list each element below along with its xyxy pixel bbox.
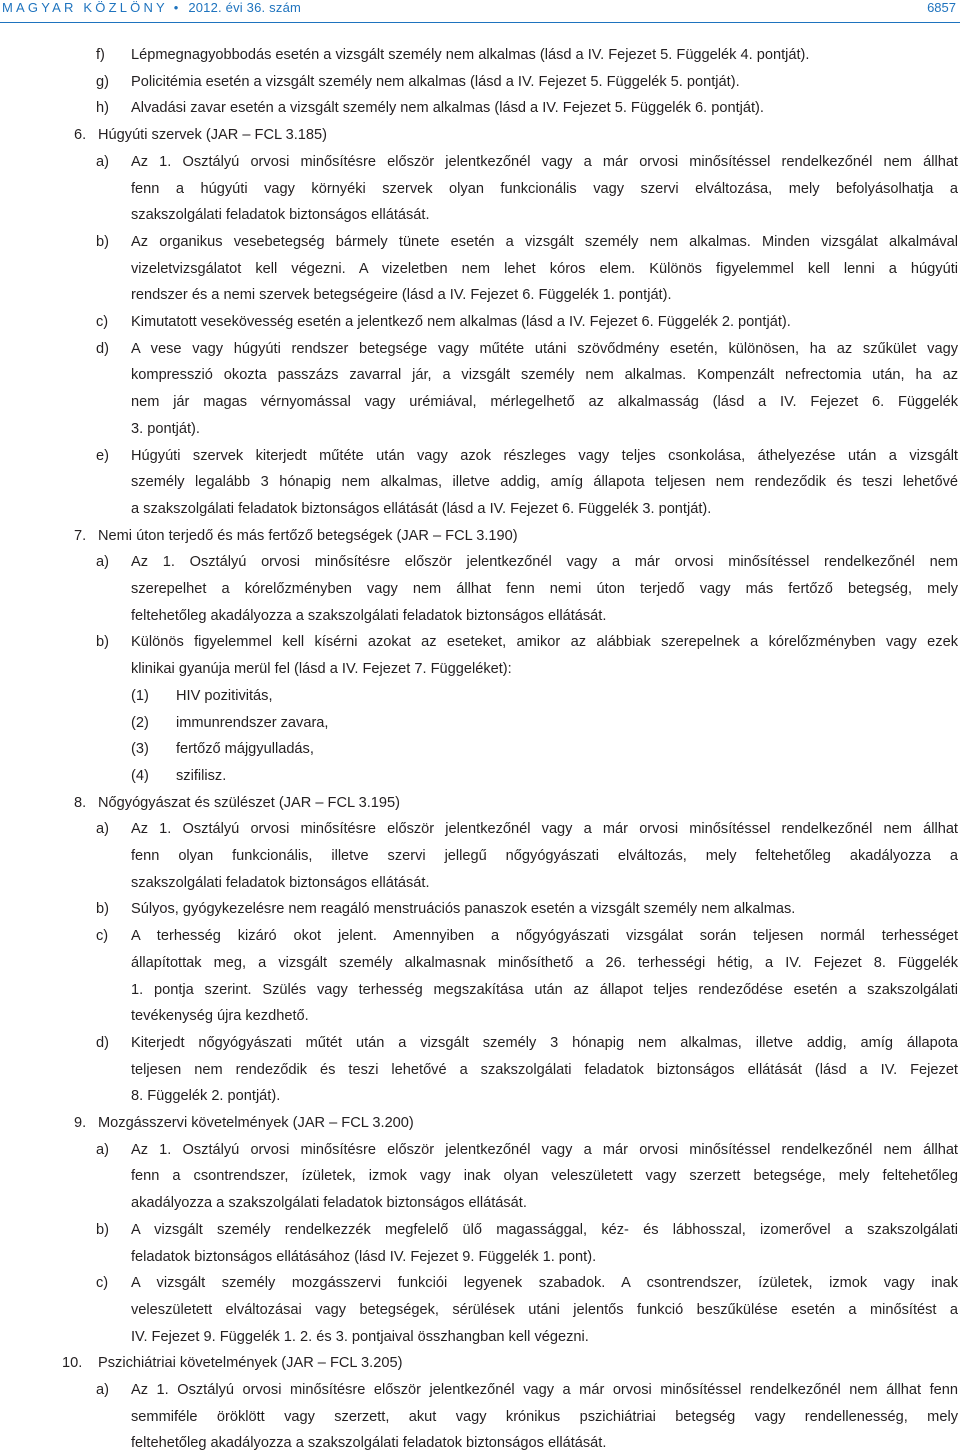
text-line: akadályozza a szakszolgálati feladatok biztonságos ellátását. bbox=[131, 1195, 527, 1211]
text-line: szakszolgálati feladatok biztonságos ellátását. bbox=[131, 207, 430, 223]
item-label: b) bbox=[96, 634, 109, 650]
text-line: a szakszolgálati feladatok biztonságos ellátását (lásd a IV. Fejezet 6. Függelék 3. pontját). bbox=[131, 501, 712, 517]
text-line: A vizsgált személy rendelkezzék megfelelő ülő magassággal, kéz- és lábhosszal, izomerővel a szakszolgálati bbox=[131, 1222, 958, 1238]
text-line: A terhesség kizáró okot jelent. Amennyiben a nőgyógyászati vizsgálat során teljesen normál terhességet bbox=[131, 928, 958, 944]
section-heading: Pszichiátriai követelmények (JAR – FCL 3.205) bbox=[98, 1355, 403, 1371]
section-heading: Nőgyógyászat és szülészet (JAR – FCL 3.195) bbox=[98, 795, 401, 811]
section-heading: Húgyúti szervek (JAR – FCL 3.185) bbox=[98, 127, 327, 143]
header-bullet: • bbox=[173, 0, 179, 15]
text-line: szakszolgálati feladatok biztonságos ellátását. bbox=[131, 875, 430, 891]
text-line: feltehetőleg akadályozza a szakszolgálati feladatok biztonságos ellátását. bbox=[131, 608, 607, 624]
item-label: a) bbox=[96, 821, 109, 837]
item-label: b) bbox=[96, 234, 109, 250]
item-label: (1) bbox=[131, 688, 149, 704]
item-label: c) bbox=[96, 314, 109, 330]
text-line: fenn olyan funkcionális, illetve szervi jellegű nőgyógyászati elváltozás, mely feltehetőleg akadályozza a bbox=[131, 848, 958, 864]
text-line: A vizsgált személy mozgásszervi funkciói legyenek szabadok. A csontrendszer, ízületek, izmok vagy inak bbox=[131, 1275, 958, 1291]
text-line: veleszületett elváltozásai vagy betegségek, sérülések utáni jelentős funkció beszűkülése esetén a minősítést a bbox=[131, 1302, 958, 1318]
text-line: szerepelhet a kórelőzményben vagy nem állhat fenn nemi úton terjedő vagy más fertőző betegség, mely bbox=[131, 581, 958, 597]
item-label: a) bbox=[96, 1142, 109, 1158]
issue-label: 2012. évi 36. szám bbox=[188, 0, 302, 15]
item-label: 8. bbox=[74, 795, 87, 811]
item-label: h) bbox=[96, 100, 109, 116]
text-line: semmiféle öröklött vagy szerzett, akut vagy krónikus pszichiátriai betegség vagy rendellenesség, mely bbox=[131, 1409, 958, 1425]
item-label: d) bbox=[96, 1035, 109, 1051]
text-line: Súlyos, gyógykezelésre nem reagáló menstruációs panaszok esetén a vizsgált személy nem alkalmas. bbox=[131, 901, 796, 917]
header-left bbox=[2, 0, 301, 15]
text-line: Alvadási zavar esetén a vizsgált személy nem alkalmas (lásd a IV. Fejezet 5. Függelék 6. pontját). bbox=[131, 100, 764, 116]
text-line: HIV pozitivitás, bbox=[176, 688, 273, 704]
item-label: a) bbox=[96, 554, 109, 570]
text-line: állapítottak meg, a vizsgált személy alkalmasnak minősíthető a 26. terhességi hétig, a IV. Fejezet 8. Függelék bbox=[131, 955, 958, 971]
header-rule bbox=[0, 22, 960, 23]
text-line: A vese vagy húgyúti rendszer betegsége vagy műtéte utáni szövődmény esetén, különösen, ha az szűkület vagy bbox=[131, 341, 958, 357]
item-label: (2) bbox=[131, 715, 149, 731]
text-line: Az 1. Osztályú orvosi minősítésre először jelentkezőnél vagy a már orvosi minősítéssel rendelkezőnél nem állhat bbox=[131, 1142, 958, 1158]
item-label: 10. bbox=[62, 1355, 83, 1371]
item-label: a) bbox=[96, 1382, 109, 1398]
item-label: c) bbox=[96, 928, 109, 944]
section-heading: Nemi úton terjedő és más fertőző betegségek (JAR – FCL 3.190) bbox=[98, 528, 518, 544]
text-line: feladatok biztonságos ellátásához (lásd IV. Fejezet 9. Függelék 1. pont). bbox=[131, 1249, 597, 1265]
text-line: fertőző májgyulladás, bbox=[176, 741, 314, 757]
text-line: 1. pontja szerint. Szülés vagy terhesség megszakítása után az állapot teljes rendeződése esetén a szakszolgálati bbox=[131, 982, 958, 998]
text-line: Az 1. Osztályú orvosi minősítésre először jelentkezőnél vagy a már orvosi minősítéssel rendelkezőnél nem állhat bbox=[131, 154, 958, 170]
text-line: Az organikus vesebetegség bármely tünete esetén a vizsgált személy nem alkalmas. Minden vizsgálat alkalmával bbox=[131, 234, 958, 250]
text-line: Lépmegnagyobbodás esetén a vizsgált személy nem alkalmas (lásd a IV. Fejezet 5. Függelék 4. pontját). bbox=[131, 47, 810, 63]
text-line: rendszer és a nemi szervek betegségeire (lásd a IV. Fejezet 6. Függelék 1. pontját). bbox=[131, 287, 672, 303]
text-line: Különös figyelemmel kell kísérni azokat az eseteket, amikor az alábbiak szerepelnek a kórelőzményben vagy ezek bbox=[131, 634, 958, 650]
item-label: e) bbox=[96, 448, 109, 464]
text-line: vizeletvizsgálatot kell végezni. A vizeletben nem lehet kóros elem. Különös figyelemmel kell lenni a húgyúti bbox=[131, 261, 958, 277]
item-label: c) bbox=[96, 1275, 109, 1291]
text-line: tevékenység újra kezdhető. bbox=[131, 1008, 309, 1024]
item-label: (4) bbox=[131, 768, 149, 784]
text-line: Policitémia esetén a vizsgált személy nem alkalmas (lásd a IV. Fejezet 5. Függelék 5. pontját). bbox=[131, 74, 740, 90]
item-label: a) bbox=[96, 154, 109, 170]
page-number: 6857 bbox=[927, 0, 956, 15]
text-line: 3. pontját). bbox=[131, 421, 200, 437]
text-line: fenn a csontrendszer, ízületek, izmok vagy inak olyan veleszületett vagy szerzett betegsége, mely feltehetőleg bbox=[131, 1168, 958, 1184]
item-label: 9. bbox=[74, 1115, 87, 1131]
text-line: Húgyúti szervek kiterjedt műtéte után vagy azok részleges vagy teljes csonkolása, áthelyezése után a vizsgált bbox=[131, 448, 958, 464]
text-line: Az 1. Osztályú orvosi minősítésre először jelentkezőnél vagy a már orvosi minősítéssel rendelkezőnél nem állhat bbox=[131, 821, 958, 837]
text-line: Az 1. Osztályú orvosi minősítésre először jelentkezőnél vagy a már orvosi minősítéssel rendelkezőnél nem állhat fenn bbox=[131, 1382, 958, 1398]
text-line: Kiterjedt nőgyógyászati műtét után a vizsgált személy 3 hónapig nem alkalmas, illetve addig, amíg állapota bbox=[131, 1035, 958, 1051]
text-line: immunrendszer zavara, bbox=[176, 715, 329, 731]
text-line: nem jár magas vérnyomással vagy urémiával, mérlegelhető az alkalmasság (lásd a IV. Fejezet 6. Függelék bbox=[131, 394, 958, 410]
item-label: 7. bbox=[74, 528, 87, 544]
text-line: 8. Függelék 2. pontját). bbox=[131, 1088, 281, 1104]
item-label: f) bbox=[96, 47, 105, 63]
text-line: teljesen nem rendeződik és teszi lehetővé a szakszolgálati feladatok biztonságos ellátását (lásd a IV. Fejezet bbox=[131, 1062, 958, 1078]
item-label: d) bbox=[96, 341, 109, 357]
page-header bbox=[0, 0, 960, 22]
item-label: 6. bbox=[74, 127, 87, 143]
item-label: b) bbox=[96, 901, 109, 917]
text-line: kompresszió okozta passzázs zavarral jár, a vizsgált személy nem alkalmas. Kompenzált nefrectomia után, ha az bbox=[131, 367, 958, 383]
text-line: szifilisz. bbox=[176, 768, 227, 784]
text-line: Kimutatott vesekövesség esetén a jelentkező nem alkalmas (lásd a IV. Fejezet 6. Függelék 2. pontját). bbox=[131, 314, 791, 330]
publication-title: MAGYAR KÖZLÖNY bbox=[2, 0, 168, 15]
item-label: (3) bbox=[131, 741, 149, 757]
section-heading: Mozgásszervi követelmények (JAR – FCL 3.200) bbox=[98, 1115, 414, 1131]
text-line: klinikai gyanúja merül fel (lásd a IV. Fejezet 7. Függeléket): bbox=[131, 661, 512, 677]
text-line: fenn a húgyúti vagy környéki szervek olyan funkcionális vagy szervi elváltozása, mely befolyásolhatja a bbox=[131, 181, 958, 197]
text-line: feltehetőleg akadályozza a szakszolgálati feladatok biztonságos ellátását. bbox=[131, 1435, 607, 1451]
item-label: b) bbox=[96, 1222, 109, 1238]
text-line: személy legalább 3 hónapig nem alkalmas, illetve addig, amíg állapota teljesen nem rendeződik és teszi lehetővé bbox=[131, 474, 958, 490]
text-line: Az 1. Osztályú orvosi minősítésre először jelentkezőnél vagy a már orvosi minősítéssel rendelkezőnél nem bbox=[131, 554, 958, 570]
text-line: IV. Fejezet 9. Függelék 1. 2. és 3. pontjaival összhangban kell végezni. bbox=[131, 1329, 589, 1345]
item-label: g) bbox=[96, 74, 109, 90]
